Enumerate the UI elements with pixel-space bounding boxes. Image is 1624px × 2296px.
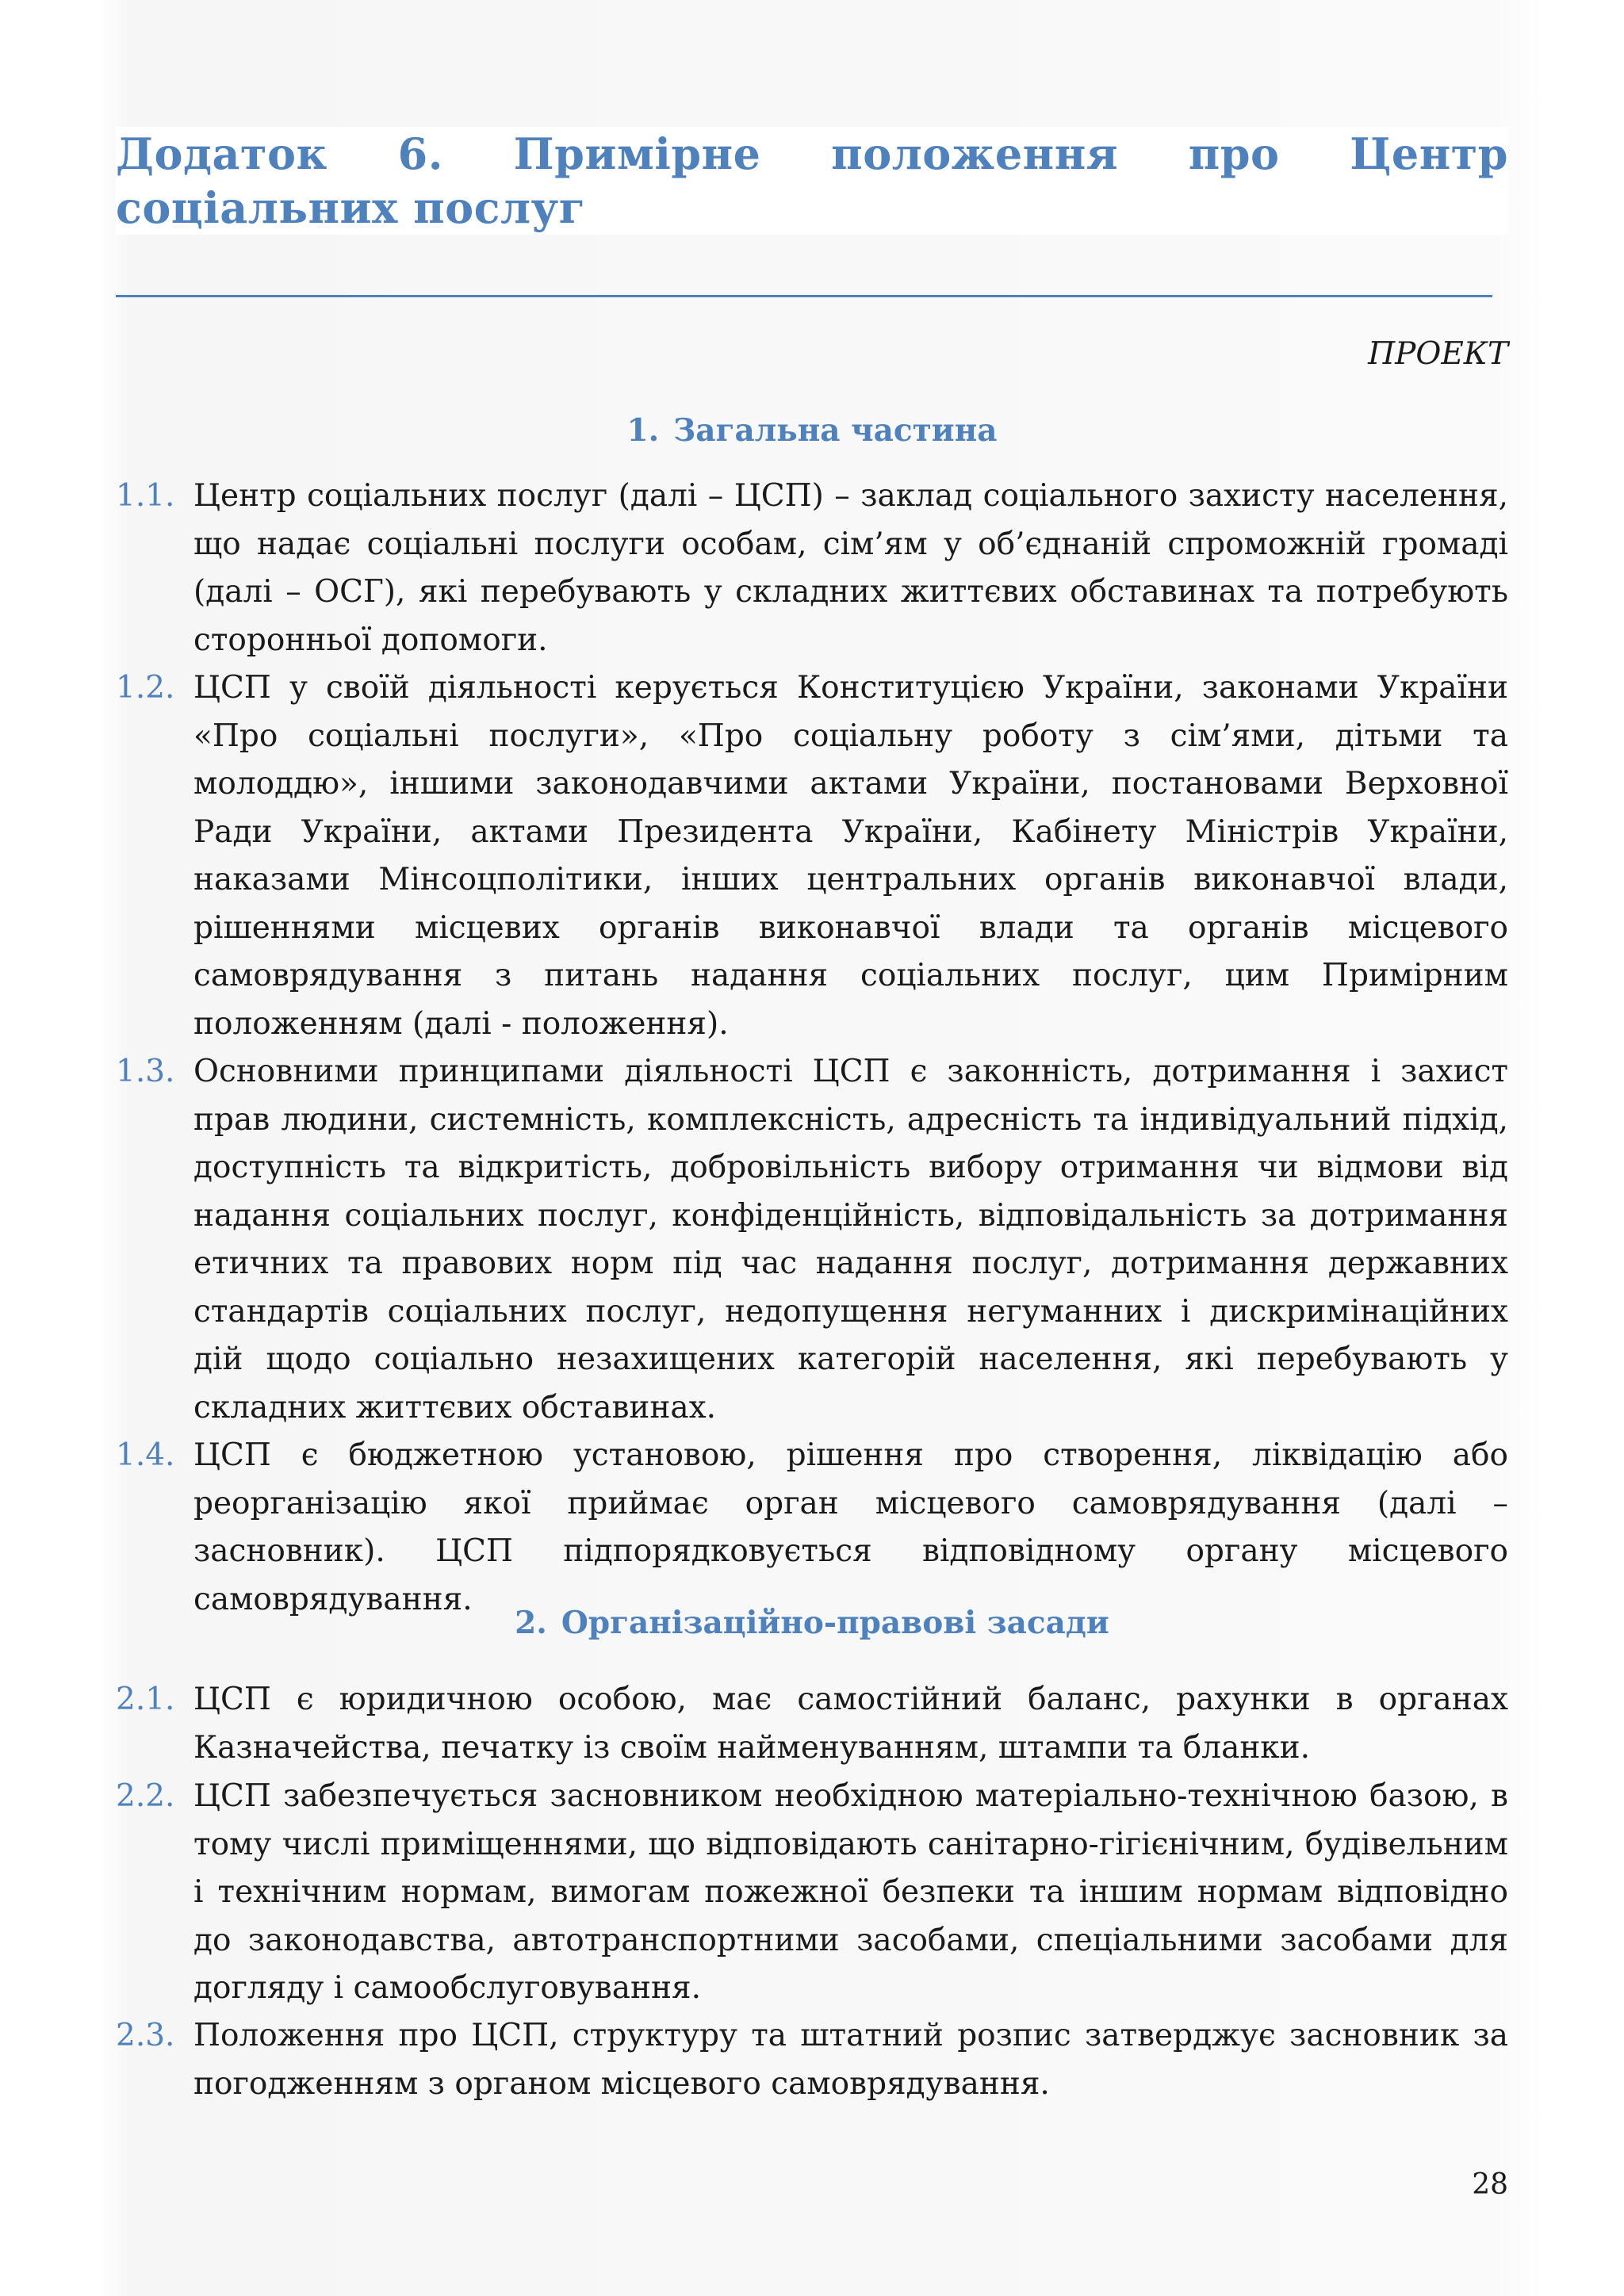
item-text: Центр соціальних послуг (далі – ЦСП) – заклад соціального захисту населення, що надає соціальні послуги особам, сім’ям у об’єднаній спроможній громаді (далі – ОСГ), які перебувають у складних життєвих обставинах та потребують сторонньої допомоги. xyxy=(193,478,1508,658)
title-divider xyxy=(116,295,1492,297)
status-label: ПРОЕКТ xyxy=(1368,336,1508,372)
item-number: 1.2. xyxy=(116,670,175,706)
item-number: 2.2. xyxy=(116,1778,175,1814)
section-title: Організаційно-правові засади xyxy=(561,1605,1109,1641)
item-number: 2.3. xyxy=(116,2018,175,2053)
item-text: ЦСП є юридичною особою, має самостійний баланс, рахунки в органах Казначейства, печатку із своїм найменуванням, штампи та бланки. xyxy=(193,1682,1508,1766)
page-number: 28 xyxy=(1472,2168,1508,2201)
list-item-2-2 xyxy=(116,1773,1508,2013)
list-item-1-1 xyxy=(116,473,1508,664)
item-text: Основними принципами діяльності ЦСП є законність, дотримання і захист прав людини, системність, комплексність, адресність та індивідуальний підхід, доступність та відкритість, добровільність вибору отримання чи відмови від надання соціальних послуг, конфіденційність, відповідальність за дотримання етичних та правових норм під час надання послуг, дотримання державних стандартів соціальних послуг, недопущення негуманних і дискримінаційних дій щодо соціально незахищених категорій населення, які перебувають у складних життєвих обставинах. xyxy=(193,1054,1508,1425)
item-number: 1.1. xyxy=(116,478,175,514)
item-number: 2.1. xyxy=(116,1682,175,1717)
section-title: Загальна частина xyxy=(673,412,998,449)
list-item-2-1 xyxy=(116,1676,1508,1772)
section-heading-2 xyxy=(116,1605,1508,1641)
item-text: Положення про ЦСП, структуру та штатний розпис затверджує засновник за погодженням з органом місцевого самоврядування. xyxy=(193,2018,1508,2102)
list-item-1-4 xyxy=(116,1432,1508,1624)
list-item-1-2 xyxy=(116,664,1508,1048)
section-number: 1. xyxy=(626,412,660,449)
section-number: 2. xyxy=(515,1605,547,1641)
item-text: ЦСП є бюджетною установою, рішення про створення, ліквідацію або реорганізацію якої приймає орган місцевого самоврядування (далі – засновник). ЦСП підпорядковується відповідному органу місцевого самоврядування. xyxy=(193,1437,1508,1617)
title-block xyxy=(116,127,1508,235)
list-item-2-3 xyxy=(116,2012,1508,2108)
item-text: ЦСП у своїй діяльності керується Конституцією України, законами України «Про соціальні послуги», «Про соціальну роботу з сім’ями, дітьми та молоддю», іншими законодавчими актами України, постановами Верховної Ради України, актами Президента України, Кабінету Міністрів України, наказами Мінсоцполітики, інших центральних органів виконавчої влади, рішеннями місцевих органів виконавчої влади та органів місцевого самоврядування з питань надання соціальних послуг, цим Примірним положенням (далі - положення). xyxy=(193,670,1508,1042)
item-text: ЦСП забезпечується засновником необхідною матеріально-технічною базою, в тому числі приміщеннями, що відповідають санітарно-гігієнічним, будівельним і технічним нормам, вимогам пожежної безпеки та іншим нормам відповідно до законодавства, автотранспортними засобами, спеціальними засобами для догляду і самообслуговування. xyxy=(193,1778,1508,2006)
section-heading-1 xyxy=(116,412,1508,449)
page-title: Додаток 6. Примірне положення про Центр соціальних послуг xyxy=(116,128,1508,233)
list-item-1-3 xyxy=(116,1048,1508,1432)
item-number: 1.3. xyxy=(116,1054,175,1089)
item-number: 1.4. xyxy=(116,1437,175,1473)
